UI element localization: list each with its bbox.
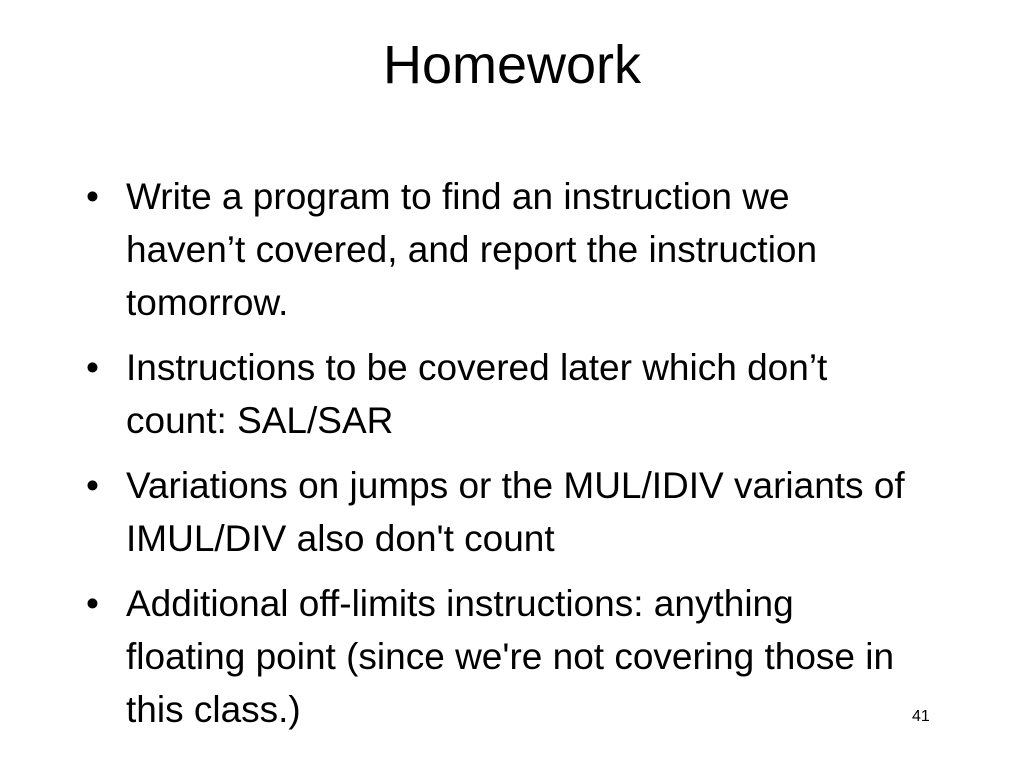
page-number: 41 — [912, 708, 930, 725]
bullet-item — [86, 170, 916, 329]
bullet-dot: • — [86, 465, 99, 506]
bullet-item — [86, 577, 916, 736]
bullet-text: Instructions to be covered later which don’t count: SAL/SAR — [126, 347, 828, 441]
bullet-dot: • — [86, 583, 99, 624]
bullet-text: Write a program to find an instruction we haven’t covered, and report the instruction tomorrow. — [126, 176, 818, 323]
bullet-text: Variations on jumps or the MUL/IDIV variants of IMUL/DIV also don't count — [126, 465, 905, 559]
slide-title: Homework — [382, 35, 642, 95]
bullet-text: Additional off-limits instructions: anything floating point (since we're not covering those in this class.) — [126, 583, 895, 730]
bullet-item — [86, 459, 916, 565]
bullet-item — [86, 341, 916, 447]
bullet-dot: • — [86, 176, 99, 217]
bullet-dot: • — [86, 347, 99, 388]
bullet-list — [86, 170, 916, 748]
